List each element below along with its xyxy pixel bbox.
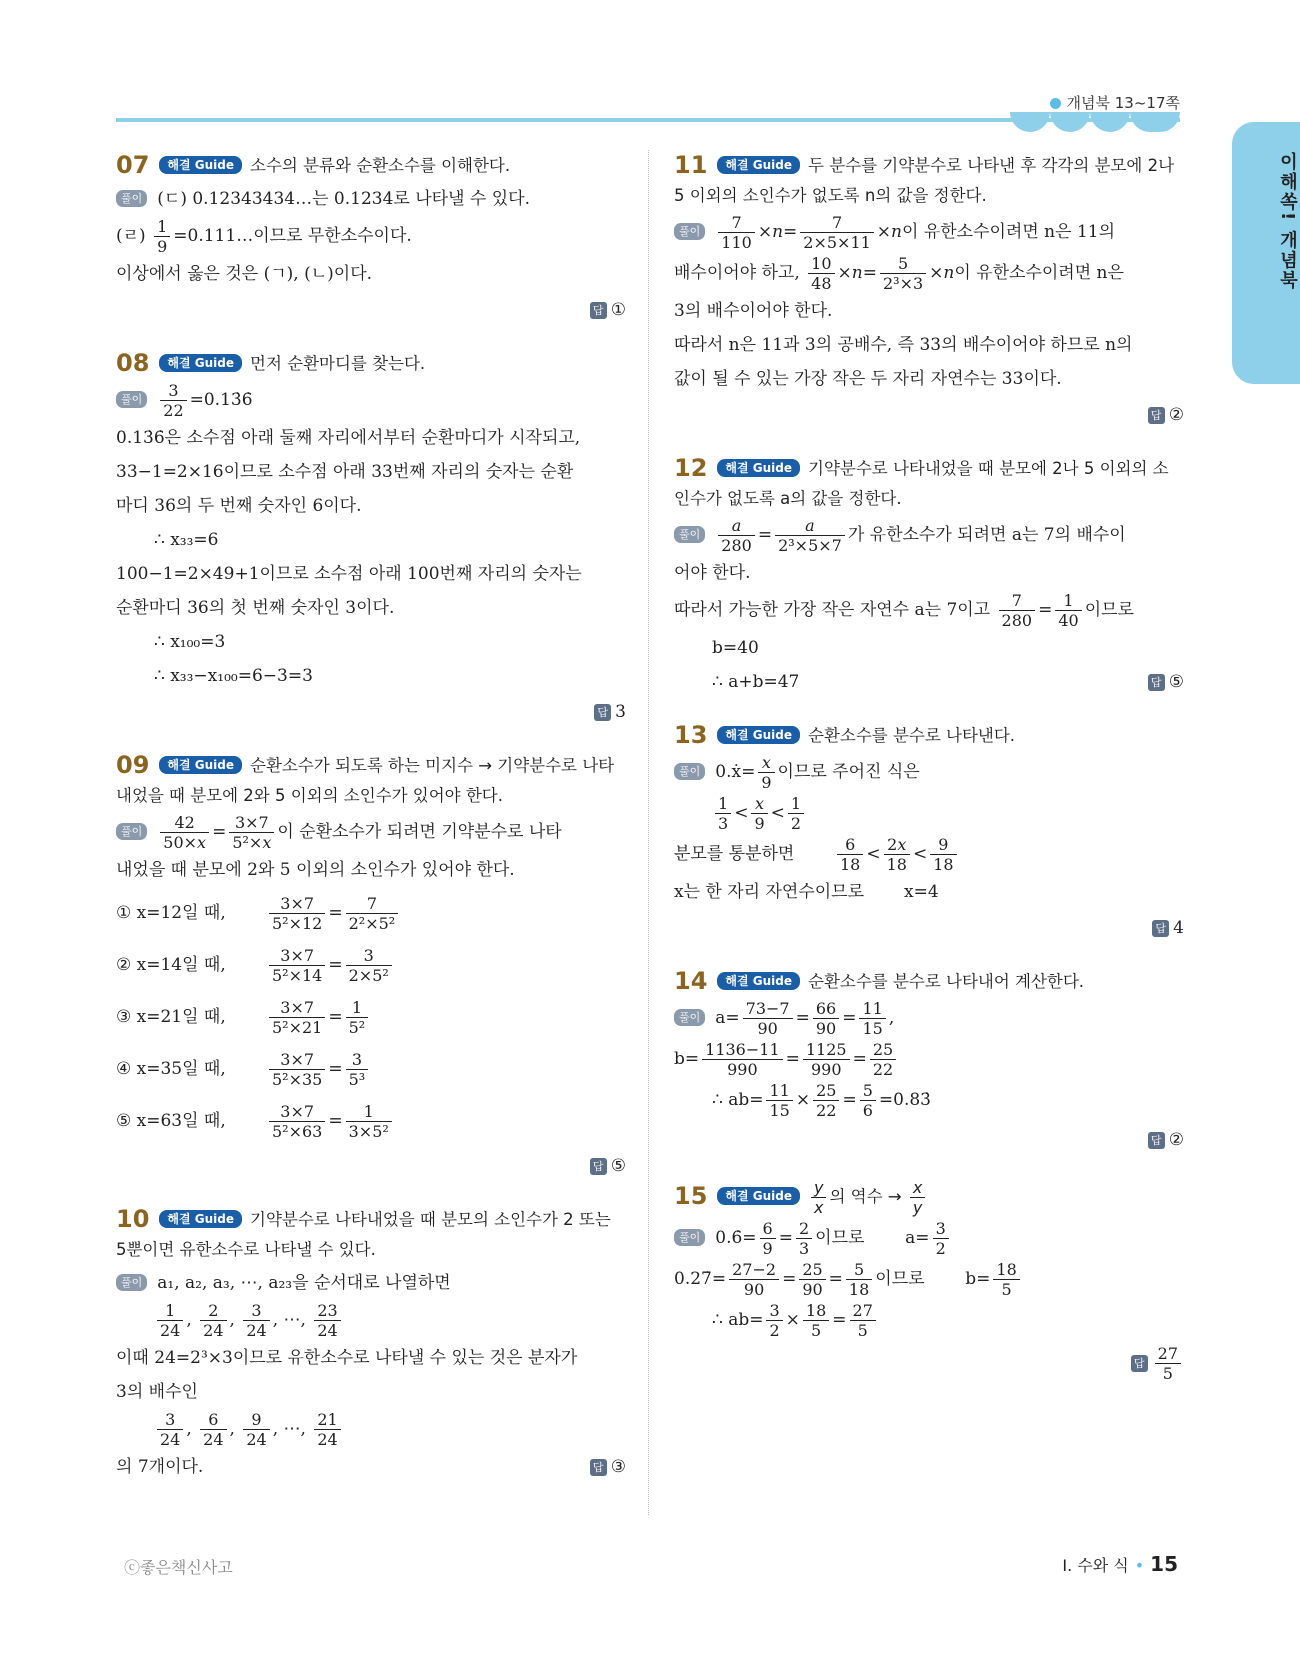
- answer-value: ①: [610, 300, 626, 320]
- solution-line: 순환마디 36의 첫 번째 숫자인 3이다.: [116, 598, 395, 618]
- guide-text: 두 분수를 기약분수로 나타낸 후 각각의 분모에 2나 5 이외의 소인수가 없도록 n의 값을 정한다.: [674, 156, 1175, 205]
- solution-line: 이상에서 옳은 것은 (ㄱ), (ㄴ)이다.: [116, 264, 373, 284]
- problem-13: 13 해결 Guide 순환소수를 분수로 나타낸다. 풀이 0.ẋ= $\frac{x}{9}$ 이므로 주어진 식은 $\frac{1}{3}$ < $\frac{x}{9}$ < $\frac{1}{2}$ 분모를 통분하면 $\frac{6}{18}$ < $\frac{2x}{18}$ < $\frac{9}{18}$ x는 한 자리 자연수이므로 x=4 답 4: [674, 720, 1184, 944]
- fraction: $\frac{1}{9}$: [154, 217, 170, 256]
- solution-line: 이므로: [815, 1228, 865, 1248]
- answer: [674, 1124, 1184, 1156]
- numerator: 3×7: [269, 1102, 325, 1122]
- case-label: ① x=12일 때,: [116, 903, 226, 923]
- solution-line: 3의 배수이어야 한다.: [674, 301, 833, 321]
- answer-badge: 답: [590, 302, 607, 319]
- answer-value: ③: [610, 1457, 626, 1477]
- solution-line: ∴ ab=: [712, 1090, 764, 1110]
- answer: [116, 696, 626, 728]
- guide-text: 소수의 분류와 순환소수를 이해한다.: [250, 156, 511, 175]
- problem-number: 11: [674, 151, 708, 179]
- numerator: 3×7: [269, 946, 325, 966]
- solution-line: a₁, a₂, a₃, ⋯, a₂₃을 순서대로 나열하면: [157, 1273, 451, 1293]
- problem-09: 09 해결 Guide 순환소수가 되도록 하는 미지수 → 기약분수로 나타내었을 때 분모에 2와 5 이외의 소인수가 있어야 한다. 풀이 $\frac{42}{50\times x}$ = $\frac{3\times 7}{\text{5²×x}}$ 이 순환소수가 되려면 기약분수로 나타 내었을 때 분모에 2와 5 이외의 소인수가 있어야 한다. ① x=12일 때, $\frac{3\times 7}{\text{5²×12}}$ = $\frac{7}{\text{2²×5²}}$ ② x=14일 때, $\frac{3\times 7}{\text{5²×14}}$ = $\frac{3}{\text{2×5²}}$ ③ x=21일 때, $\frac{3\times 7}{\text{5²×21}}$ = $\frac{1}{\text{5²}}$ ④ x=35일 때, $\frac{3\times 7}{\text{5²×35}}$ = $\frac{3}{\text{5³}}$ ⑤ x=63일 때, $\frac{3\times 7}{\text{5²×63}}$ = $\frac{1}{\text{3×5²}}$ 답 ⑤: [116, 750, 626, 1182]
- wave-decoration: [1090, 112, 1130, 132]
- answer-badge: 답: [1148, 407, 1165, 424]
- problem-08: [116, 348, 626, 728]
- case-label: ② x=14일 때,: [116, 955, 226, 975]
- denominator: 2×5²: [348, 966, 389, 985]
- answer-value: ②: [1168, 405, 1184, 425]
- problem-number: 09: [116, 751, 150, 779]
- fraction: $\frac{3\times 7}{\text{5²×x}}$: [229, 813, 274, 852]
- answer-value: ⑤: [610, 1156, 626, 1176]
- solution-line: b=: [674, 1049, 700, 1069]
- solution-line: 이 유한소수이려면 n은 11의: [902, 222, 1116, 242]
- guide-text: 의 역수 →: [829, 1187, 902, 1206]
- answer-value: ②: [1168, 1130, 1184, 1150]
- case-row: ⑤ x=63일 때, $\frac{3\times 7}{\text{5²×63}}$ = $\frac{1}{\text{3×5²}}$: [116, 1096, 626, 1146]
- guide-text: 순환소수를 분수로 나타내어 계산한다.: [808, 972, 1085, 991]
- answer-badge: 답: [1148, 674, 1165, 691]
- fraction: $\frac{42}{50\times x}$: [160, 813, 209, 852]
- solution-badge: 풀이: [674, 526, 705, 543]
- problem-14: 14 해결 Guide 순환소수를 분수로 나타내어 계산한다. 풀이 a= $\frac{73-7}{90}$ = $\frac{66}{90}$ = $\frac{11}{15}$ , b= $\frac{1136-11}{990}$ = $\frac{1125}{990}$ = $\frac{25}{22}$ ∴ ab= $\frac{11}{15}$ × $\frac{25}{22}$ = $\frac{5}{6}$ =0.83̇ 답 ②: [674, 966, 1184, 1156]
- problem-number: 07: [116, 151, 150, 179]
- page-header-label: 개념북 13~17쪽: [1050, 92, 1180, 113]
- solution-badge: 풀이: [674, 763, 705, 780]
- solution-line: 값이 될 수 있는 가장 작은 두 자리 자연수는 33이다.: [674, 369, 1062, 389]
- solution-line: 이때 24=2³×3이므로 유한소수로 나타낼 수 있는 것은 분자가: [116, 1348, 578, 1368]
- answer-badge: 답: [590, 1459, 607, 1476]
- solution-line: =0.83̇: [878, 1090, 931, 1110]
- solution-line: 가 유한소수가 되려면 a는 7의 배수이: [847, 525, 1126, 545]
- solution-line: x는 한 자리 자연수이므로: [674, 882, 865, 902]
- numerator: 1: [346, 1102, 392, 1122]
- solution-line: ∴ x₁₀₀=3: [154, 632, 226, 652]
- solution-line: 3의 배수인: [116, 1382, 198, 1402]
- solution-line: 마디 36의 두 번째 숫자인 6이다.: [116, 496, 362, 516]
- final-line: [674, 666, 1184, 698]
- solution-line: ∴ ab=: [712, 1310, 764, 1330]
- answer-value: [1155, 1344, 1181, 1383]
- numerator: 3×7: [269, 998, 325, 1018]
- problem-number: 14: [674, 967, 708, 995]
- solution-badge: 풀이: [674, 223, 705, 240]
- answer: [1148, 666, 1184, 698]
- answer: [674, 1344, 1184, 1383]
- problem-07: [116, 150, 626, 326]
- answer-value: 3: [615, 702, 626, 722]
- answer-value: ⑤: [1168, 672, 1184, 692]
- guide-badge: 해결 Guide: [717, 156, 800, 174]
- solution-line: 배수이어야 하고,: [674, 263, 800, 283]
- solution-line: 100−1=2×49+1이므로 소수점 아래 100번째 자리의 숫자는: [116, 564, 582, 584]
- case-label: ⑤ x=63일 때,: [116, 1111, 226, 1131]
- guide-badge: 해결 Guide: [159, 1210, 242, 1228]
- section-title: Ⅰ. 수와 식: [1062, 1556, 1129, 1575]
- guide-badge: 해결 Guide: [159, 756, 242, 774]
- inequality: $\frac{1}{3}$ < $\frac{x}{9}$ < $\frac{1}{2}$: [674, 794, 1184, 833]
- answer-badge: 답: [1131, 1355, 1148, 1372]
- guide-badge: 해결 Guide: [717, 459, 800, 477]
- wave-decoration: [1050, 112, 1090, 132]
- solution-line: 의 7개이다.: [116, 1457, 204, 1477]
- solution-badge: 풀이: [674, 1229, 705, 1246]
- numerator: 27: [1155, 1344, 1181, 1364]
- side-tab-label: 이해쏙! 개념북: [1277, 152, 1298, 291]
- problem-number: 13: [674, 721, 708, 749]
- fraction: $\frac{3}{22}$: [160, 381, 186, 420]
- case-row: ④ x=35일 때, $\frac{3\times 7}{\text{5²×35}}$ = $\frac{3}{\text{5³}}$: [116, 1044, 626, 1094]
- problem-number: 08: [116, 349, 150, 377]
- numerator: 3×7: [269, 894, 325, 914]
- solution-line: 이므로: [1084, 600, 1134, 620]
- answer: [674, 399, 1184, 431]
- guide-badge: 해결 Guide: [717, 726, 800, 744]
- answer-badge: 답: [590, 1158, 607, 1175]
- solution-line: 분모를 통분하면: [674, 844, 795, 864]
- solution-line: 어야 한다.: [674, 563, 751, 583]
- problem-number: 10: [116, 1205, 150, 1233]
- denominator: 5²×63: [272, 1122, 323, 1141]
- solution-line: =0.13̇6̇: [189, 390, 253, 410]
- denominator: 5²×12: [272, 914, 323, 933]
- denominator: 3×5²: [348, 1122, 389, 1141]
- answer-badge: 답: [594, 704, 611, 721]
- solution-line: (ㄷ) 0.12343434…는 0.1234̇로 나타낼 수 있다.: [157, 189, 530, 209]
- problem-11: 11 해결 Guide 두 분수를 기약분수로 나타낸 후 각각의 분모에 2나 5 이외의 소인수가 없도록 n의 값을 정한다. 풀이 $\frac{7}{110}$ ×n= $\frac{7}{2\times 5\times 11}$ ×n이 유한소수이려면 n은 11의 배수이어야 하고, $\frac{10}{48}$ ×n= $\frac{5}{\text{2³×3}}$ ×n이 유한소수이려면 n은 3의 배수이어야 한다. 따라서 n은 11과 3의 공배수, 즉 33의 배수이어야 하므로 n의 값이 될 수 있는 가장 작은 두 자리 자연수는 33이다. 답 ②: [674, 150, 1184, 431]
- case-row: ③ x=21일 때, $\frac{3\times 7}{\text{5²×21}}$ = $\frac{1}{\text{5²}}$: [116, 992, 626, 1042]
- denominator: 5²×35: [272, 1070, 323, 1089]
- solution-line: b=: [965, 1269, 991, 1289]
- publisher-mark: ⓒ좋은책신사고: [124, 1558, 233, 1577]
- solution-line: x=4: [904, 882, 939, 902]
- answer: [116, 294, 626, 326]
- solution-line: 이 순환소수가 되려면 기약분수로 나타: [277, 822, 562, 842]
- answer-value: 4: [1173, 918, 1184, 938]
- solution-line: ∴ a+b=47: [712, 672, 800, 692]
- solution-line: 이 유한소수이려면 n은: [954, 263, 1124, 283]
- case-row: ① x=12일 때, $\frac{3\times 7}{\text{5²×12}}$ = $\frac{7}{\text{2²×5²}}$: [116, 888, 626, 938]
- wave-decoration: [1130, 112, 1180, 132]
- page-footer: [1062, 1552, 1178, 1576]
- problem-10: [116, 1204, 626, 1483]
- denominator: 5³: [348, 1070, 366, 1089]
- fraction-list: $\frac{1}{24}$ , $\frac{2}{24}$ , $\frac{3}{24}$ , ⋯, $\frac{23}{24}$: [116, 1301, 626, 1340]
- answer: [116, 1150, 626, 1182]
- answer-badge: 답: [1148, 1132, 1165, 1149]
- solution-line: 따라서 가능한 가장 작은 자연수 a는 7이고: [674, 600, 991, 620]
- numerator: 3: [346, 1050, 369, 1070]
- right-column: [674, 150, 1184, 1405]
- denominator: 2²×5²: [348, 914, 396, 933]
- bullet-dot-icon: •: [1134, 1556, 1145, 1575]
- solution-line: 0.6̇=: [715, 1228, 757, 1248]
- answer: [590, 1451, 626, 1483]
- case-label: ③ x=21일 때,: [116, 1007, 226, 1027]
- solution-line: 따라서 n은 11과 3의 공배수, 즉 33의 배수이어야 하므로 n의: [674, 335, 1133, 355]
- guide-text: 기약분수로 나타내었을 때 분모의 소인수가 2 또는 5뿐이면 유한소수로 나타낼 수 있다.: [116, 1210, 611, 1259]
- numerator: 3: [346, 946, 392, 966]
- denominator: 5²: [348, 1018, 366, 1037]
- page-number: 15: [1150, 1552, 1178, 1576]
- denominator: 5²×21: [272, 1018, 323, 1037]
- solution-line: 0.13̇6̇은 소수점 아래 둘째 자리에서부터 순환마디가 시작되고,: [116, 428, 581, 448]
- case-row: ② x=14일 때, $\frac{3\times 7}{\text{5²×14}}$ = $\frac{3}{\text{2×5²}}$: [116, 940, 626, 990]
- case-label: ④ x=35일 때,: [116, 1059, 226, 1079]
- solution-line: 이므로 주어진 식은: [777, 762, 920, 782]
- guide-badge: 해결 Guide: [717, 1187, 800, 1205]
- guide-text: 기약분수로 나타내었을 때 분모에 2나 5 이외의 소인수가 없도록 a의 값을 정한다.: [674, 459, 1169, 508]
- numerator: 1: [346, 998, 369, 1018]
- denominator: 5: [1162, 1364, 1173, 1383]
- bullet-dot-icon: [1050, 98, 1061, 109]
- guide-text: 먼저 순환마디를 찾는다.: [250, 354, 426, 373]
- item-marker: (ㄹ): [116, 226, 146, 246]
- solution-line: 33−1=2×16이므로 소수점 아래 33번째 자리의 숫자는 순환: [116, 462, 574, 482]
- solution-line: 0.27̇=: [674, 1269, 727, 1289]
- solution-line: a=: [905, 1228, 930, 1248]
- guide-badge: 해결 Guide: [159, 156, 242, 174]
- left-column: [116, 150, 626, 1505]
- answer-badge: 답: [1152, 920, 1169, 937]
- problem-12: 12 해결 Guide 기약분수로 나타내었을 때 분모에 2나 5 이외의 소인수가 없도록 a의 값을 정한다. 풀이 $\frac{a}{280}$ = $\frac{a}{\text{2³×5×7}}$ 가 유한소수가 되려면 a는 7의 배수이 어야 한다. 따라서 가능한 가장 작은 자연수 a는 7이고 $\frac{7}{280}$ = $\frac{1}{40}$ 이므로 b=40 ∴ a+b=47 답 ⑤: [674, 453, 1184, 698]
- denominator: 5²×14: [272, 966, 323, 985]
- problem-number: 15: [674, 1182, 708, 1210]
- wave-decoration: [1010, 112, 1050, 132]
- solution-line: a=: [715, 1008, 740, 1028]
- numerator: 3×7: [269, 1050, 325, 1070]
- problem-15: 15 해결 Guide $\frac{y}{x}$ 의 역수 → $\frac{x}{y}$ 풀이 0.6̇= $\frac{6}{9}$ = $\frac{2}{3}$ 이므로 a= $\frac{3}{2}$ 0.27̇= $\frac{27-2}{90}$ = $\frac{25}{90}$ = $\frac{5}{18}$ 이므로 b= $\frac{18}{5}$ ∴ ab= $\frac{3}{2}$ × $\frac{18}{5}$ = $\frac{27}{5}$ 답 $\frac{27}{5}$: [674, 1178, 1184, 1383]
- solution-badge: 풀이: [674, 1009, 705, 1026]
- solution-line: 이므로: [875, 1269, 925, 1289]
- solution-line: 내었을 때 분모에 2와 5 이외의 소인수가 있어야 한다.: [116, 860, 515, 880]
- guide-badge: 해결 Guide: [717, 972, 800, 990]
- guide-text: 순환소수가 되도록 하는 미지수 → 기약분수로 나타내었을 때 분모에 2와 5 이외의 소인수가 있어야 한다.: [116, 756, 615, 805]
- solution-badge: 풀이: [116, 391, 147, 408]
- numerator: 7: [346, 894, 399, 914]
- problem-number: 12: [674, 454, 708, 482]
- solution-badge: 풀이: [116, 190, 147, 207]
- solution-line: ∴ x₃₃=6: [154, 530, 219, 550]
- solution-line: ∴ x₃₃−x₁₀₀=6−3=3: [154, 666, 313, 686]
- guide-badge: 해결 Guide: [159, 354, 242, 372]
- guide-text: 순환소수를 분수로 나타낸다.: [808, 726, 1016, 745]
- solution-line: =0.111…이므로 무한소수이다.: [173, 226, 412, 246]
- column-divider: [648, 150, 649, 1515]
- fraction-list: $\frac{3}{24}$ , $\frac{6}{24}$ , $\frac{9}{24}$ , ⋯, $\frac{21}{24}$: [116, 1410, 626, 1449]
- solution-line: 0.ẋ=: [715, 762, 756, 782]
- final-line: [116, 1451, 626, 1483]
- solution-badge: 풀이: [116, 823, 147, 840]
- side-tab: [1232, 122, 1300, 384]
- answer: [674, 912, 1184, 944]
- solution-line: b=40: [712, 638, 759, 658]
- solution-badge: 풀이: [116, 1274, 147, 1291]
